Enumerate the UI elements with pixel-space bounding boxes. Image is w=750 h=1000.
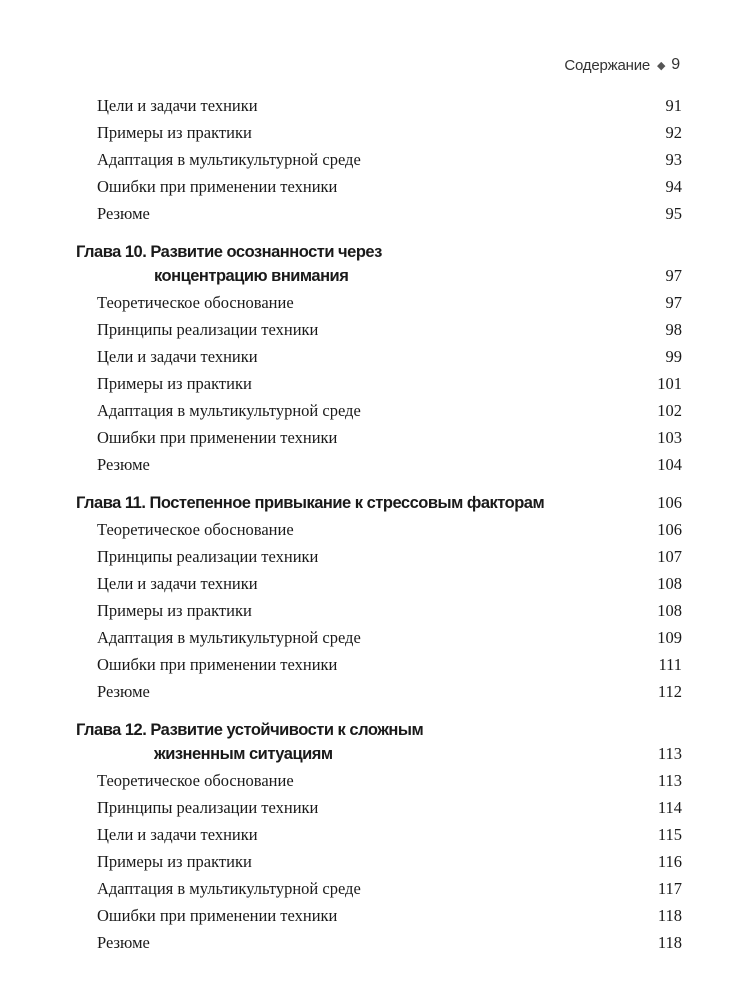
toc-entry-title: Адаптация в мультикультурной среде <box>97 879 361 898</box>
toc-entry-page: 118 <box>657 906 682 925</box>
toc-entry <box>76 624 682 651</box>
toc-entry <box>76 92 682 119</box>
chapter-10-entries <box>76 289 682 478</box>
toc-entry-page: 114 <box>657 798 682 817</box>
toc-entry-page: 91 <box>665 96 682 115</box>
toc-entry-page: 104 <box>657 455 682 474</box>
toc-entry-title: Цели и задачи техники <box>97 96 258 115</box>
toc-entry <box>76 397 682 424</box>
chapter-page: 106 <box>657 493 682 512</box>
chapter-heading-11 <box>76 491 682 515</box>
toc-entry-title: Цели и задачи техники <box>97 574 258 593</box>
toc-entry <box>76 173 682 200</box>
toc-entry <box>76 570 682 597</box>
toc-entry-title: Цели и задачи техники <box>97 347 258 366</box>
toc-entry <box>76 821 682 848</box>
toc-entry-title: Ошибки при применении техники <box>97 177 338 196</box>
toc-entry <box>76 316 682 343</box>
chapter-title-line: Глава 11. Постепенное привыкание к стрессовым факторам <box>76 494 545 512</box>
toc-entry-title: Теоретическое обоснование <box>97 293 294 312</box>
toc-entry-page: 117 <box>657 879 682 898</box>
toc-entry-title: Теоретическое обоснование <box>97 520 294 539</box>
toc-entry-title: Примеры из практики <box>97 852 252 871</box>
toc-entry-page: 94 <box>665 177 682 196</box>
chapter-title-line: Глава 12. Развитие устойчивости к сложным <box>76 721 424 739</box>
toc-entry-page: 106 <box>657 520 682 539</box>
toc-entry-page: 116 <box>657 852 682 871</box>
chapter-title-continuation: жизненным ситуациям <box>154 745 333 763</box>
toc-entry-page: 108 <box>657 601 682 620</box>
toc-entry-page: 112 <box>657 682 682 701</box>
toc-entry-page: 102 <box>657 401 682 420</box>
toc-entry-page: 113 <box>657 771 682 790</box>
toc-entry <box>76 516 682 543</box>
toc-entry-title: Ошибки при применении техники <box>97 655 338 674</box>
toc-entry <box>76 343 682 370</box>
running-head <box>564 56 680 74</box>
toc-entry <box>76 200 682 227</box>
toc-entry <box>76 651 682 678</box>
toc-entry-page: 109 <box>657 628 682 647</box>
page-number: 9 <box>671 56 680 73</box>
toc-entry-title: Адаптация в мультикультурной среде <box>97 628 361 647</box>
toc-entry-page: 115 <box>657 825 682 844</box>
chapter-page: 113 <box>657 744 682 763</box>
running-head-title: Содержание <box>564 56 651 74</box>
toc-entry-title: Примеры из практики <box>97 374 252 393</box>
toc-entry <box>76 794 682 821</box>
toc-entry <box>76 451 682 478</box>
diamond-ornament-icon: ◆ <box>657 59 666 72</box>
toc-entry <box>76 767 682 794</box>
toc-entry-title: Резюме <box>97 682 150 701</box>
chapter-title-continuation: концентрацию внимания <box>154 267 349 285</box>
toc-entry <box>76 424 682 451</box>
toc-entry <box>76 848 682 875</box>
toc-entry <box>76 146 682 173</box>
toc-entry <box>76 289 682 316</box>
toc-entry-page: 97 <box>665 293 682 312</box>
table-of-contents <box>76 92 682 956</box>
chapter-page: 97 <box>665 266 682 285</box>
toc-entry-title: Цели и задачи техники <box>97 825 258 844</box>
toc-entry <box>76 597 682 624</box>
toc-entry-page: 93 <box>665 150 682 169</box>
toc-entry <box>76 543 682 570</box>
toc-entry <box>76 902 682 929</box>
toc-entry <box>76 370 682 397</box>
chapter-heading-12 <box>76 718 682 766</box>
chapter-title-line: Глава 10. Развитие осознанности через <box>76 243 382 261</box>
toc-entry-page: 108 <box>657 574 682 593</box>
toc-entry-title: Резюме <box>97 933 150 952</box>
toc-entry-title: Принципы реализации техники <box>97 798 319 817</box>
toc-entry-page: 103 <box>657 428 682 447</box>
toc-entry-title: Адаптация в мультикультурной среде <box>97 401 361 420</box>
toc-entry <box>76 929 682 956</box>
toc-entry-page: 107 <box>657 547 682 566</box>
toc-entry <box>76 875 682 902</box>
toc-entry-title: Принципы реализации техники <box>97 320 319 339</box>
toc-entry <box>76 119 682 146</box>
toc-entry-page: 118 <box>657 933 682 952</box>
toc-entry-title: Принципы реализации техники <box>97 547 319 566</box>
toc-entry-page: 98 <box>665 320 682 339</box>
toc-entry-title: Ошибки при применении техники <box>97 428 338 447</box>
chapter-12-entries <box>76 767 682 956</box>
chapter-heading-10 <box>76 240 682 288</box>
toc-entry-page: 101 <box>657 374 682 393</box>
toc-entry-title: Примеры из практики <box>97 601 252 620</box>
toc-entry-title: Теоретическое обоснование <box>97 771 294 790</box>
toc-entry-page: 99 <box>665 347 682 366</box>
toc-entry-title: Резюме <box>97 204 150 223</box>
lead-entries <box>76 92 682 227</box>
toc-entry-title: Резюме <box>97 455 150 474</box>
toc-entry-title: Адаптация в мультикультурной среде <box>97 150 361 169</box>
toc-entry-page: 95 <box>665 204 682 223</box>
chapter-11-entries <box>76 516 682 705</box>
toc-entry-title: Примеры из практики <box>97 123 252 142</box>
toc-entry-title: Ошибки при применении техники <box>97 906 338 925</box>
toc-entry-page: 92 <box>665 123 682 142</box>
toc-entry <box>76 678 682 705</box>
toc-entry-page: 111 <box>658 655 682 674</box>
